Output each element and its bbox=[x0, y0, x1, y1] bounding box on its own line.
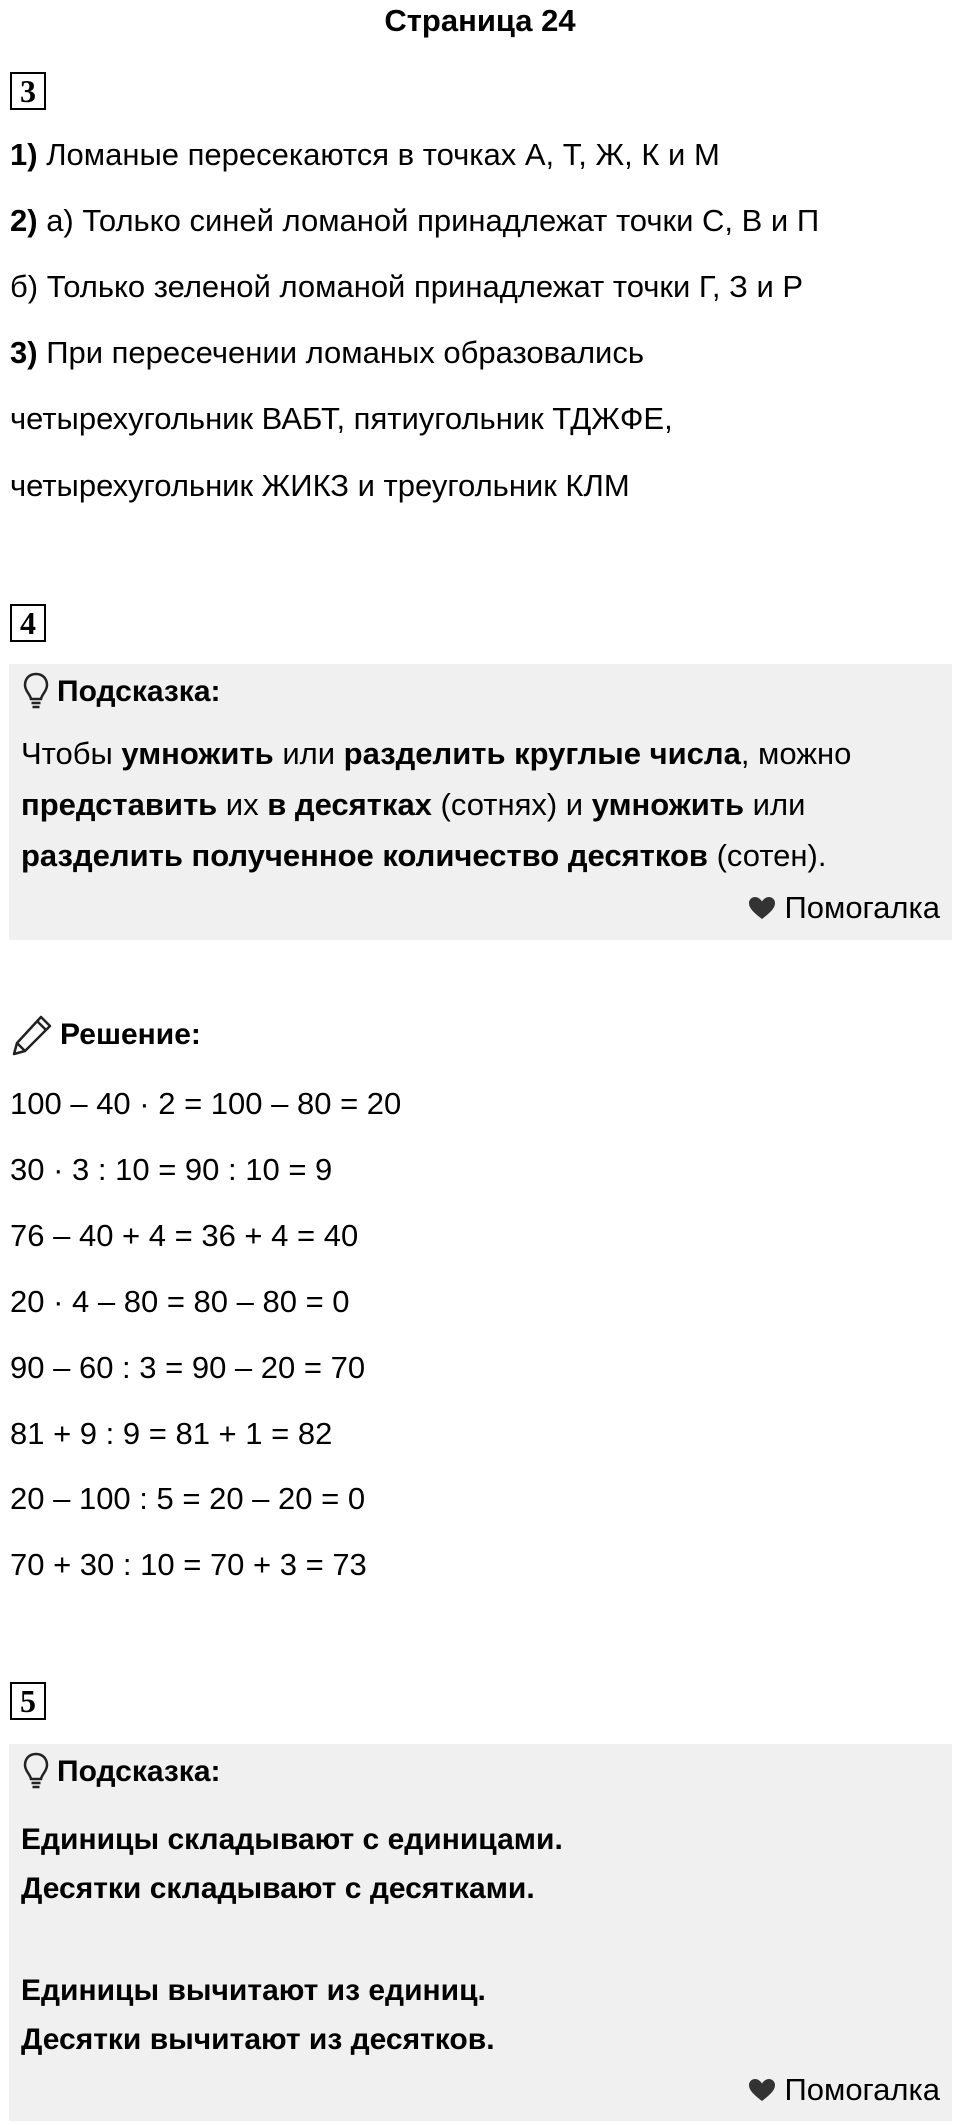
equation: 20 – 100 : 5 = 20 – 20 = 0 bbox=[10, 1481, 366, 1516]
solution-header bbox=[10, 1013, 201, 1057]
task-3-number: 3 bbox=[10, 72, 46, 110]
task-3-line-5: четырехугольник ВАБТ, пятиугольник ТДЖФЕ, bbox=[10, 401, 673, 436]
hint-text: , можно bbox=[740, 736, 852, 771]
task-3-line-3: б) Только зеленой ломаной принадлежат точки Г, З и Р bbox=[10, 269, 804, 304]
hint-line-2 bbox=[21, 779, 805, 830]
task-5-number: 5 bbox=[10, 1682, 46, 1720]
equation: 30 · 3 : 10 = 90 : 10 = 9 bbox=[10, 1152, 333, 1187]
hint-title: Подсказка: bbox=[57, 675, 221, 708]
hint-header bbox=[23, 672, 221, 712]
item-text: Ломаные пересекаются в точках А, Т, Ж, К и М bbox=[37, 137, 720, 172]
hint-text: или bbox=[744, 787, 806, 822]
hint-text: Чтобы bbox=[21, 736, 122, 771]
equation: 20 · 4 – 80 = 80 – 80 = 0 bbox=[10, 1284, 350, 1319]
hint-line-3 bbox=[21, 830, 826, 881]
item-marker: 1) bbox=[10, 137, 38, 172]
hint-box bbox=[9, 1744, 952, 2121]
hint-emphasis: разделить круглые числа bbox=[343, 736, 741, 771]
heart-icon bbox=[748, 896, 776, 920]
hint-text: их bbox=[217, 787, 268, 822]
hint-header bbox=[23, 1752, 221, 1792]
item-text: При пересечении ломаных образовались bbox=[37, 335, 645, 370]
credit-label: Помогалка bbox=[784, 890, 940, 925]
equation: 100 – 40 · 2 = 100 – 80 = 20 bbox=[10, 1086, 402, 1121]
hint-emphasis: представить bbox=[21, 787, 218, 822]
task-3-line-2 bbox=[10, 201, 819, 241]
hint-line-4: Десятки вычитают из десятков. bbox=[21, 2023, 495, 2056]
hint-title: Подсказка: bbox=[57, 1755, 221, 1788]
equation: 70 + 30 : 10 = 70 + 3 = 73 bbox=[10, 1547, 367, 1582]
page-title: Страница 24 bbox=[384, 3, 576, 38]
hint-line-1: Единицы складывают с единицами. bbox=[21, 1823, 563, 1856]
item-text: а) Только синей ломаной принадлежат точки С, В и П bbox=[37, 203, 820, 238]
heart-icon bbox=[748, 2078, 776, 2102]
hint-text: (сотен). bbox=[707, 838, 827, 873]
equation: 90 – 60 : 3 = 90 – 20 = 70 bbox=[10, 1350, 366, 1385]
item-marker: 3) bbox=[10, 335, 38, 370]
pencil-icon bbox=[10, 1013, 54, 1057]
credit-link[interactable] bbox=[748, 2072, 940, 2108]
hint-emphasis: разделить полученное количество десятков bbox=[21, 838, 708, 873]
item-marker: 2) bbox=[10, 203, 38, 238]
task-3-line-4 bbox=[10, 333, 644, 373]
hint-emphasis: в десятках bbox=[267, 787, 432, 822]
lightbulb-icon bbox=[23, 1752, 49, 1792]
hint-line-3: Единицы вычитают из единиц. bbox=[21, 1974, 486, 2007]
task-4-number: 4 bbox=[10, 604, 46, 642]
hint-text: (сотнях) и bbox=[431, 787, 592, 822]
task-3-line-6: четырехугольник ЖИКЗ и треугольник КЛМ bbox=[10, 468, 630, 503]
equation: 76 – 40 + 4 = 36 + 4 = 40 bbox=[10, 1218, 359, 1253]
hint-emphasis: умножить bbox=[591, 787, 745, 822]
lightbulb-icon bbox=[23, 672, 49, 712]
hint-line-1 bbox=[21, 728, 851, 779]
solution-title: Решение: bbox=[60, 1018, 201, 1051]
hint-text: или bbox=[273, 736, 344, 771]
credit-link[interactable] bbox=[748, 890, 940, 926]
hint-box bbox=[9, 664, 952, 940]
equation: 81 + 9 : 9 = 81 + 1 = 82 bbox=[10, 1416, 333, 1451]
task-3-line-1 bbox=[10, 135, 720, 175]
credit-label: Помогалка bbox=[784, 2072, 940, 2107]
hint-line-2: Десятки складывают с десятками. bbox=[21, 1872, 535, 1905]
hint-emphasis: умножить bbox=[121, 736, 274, 771]
